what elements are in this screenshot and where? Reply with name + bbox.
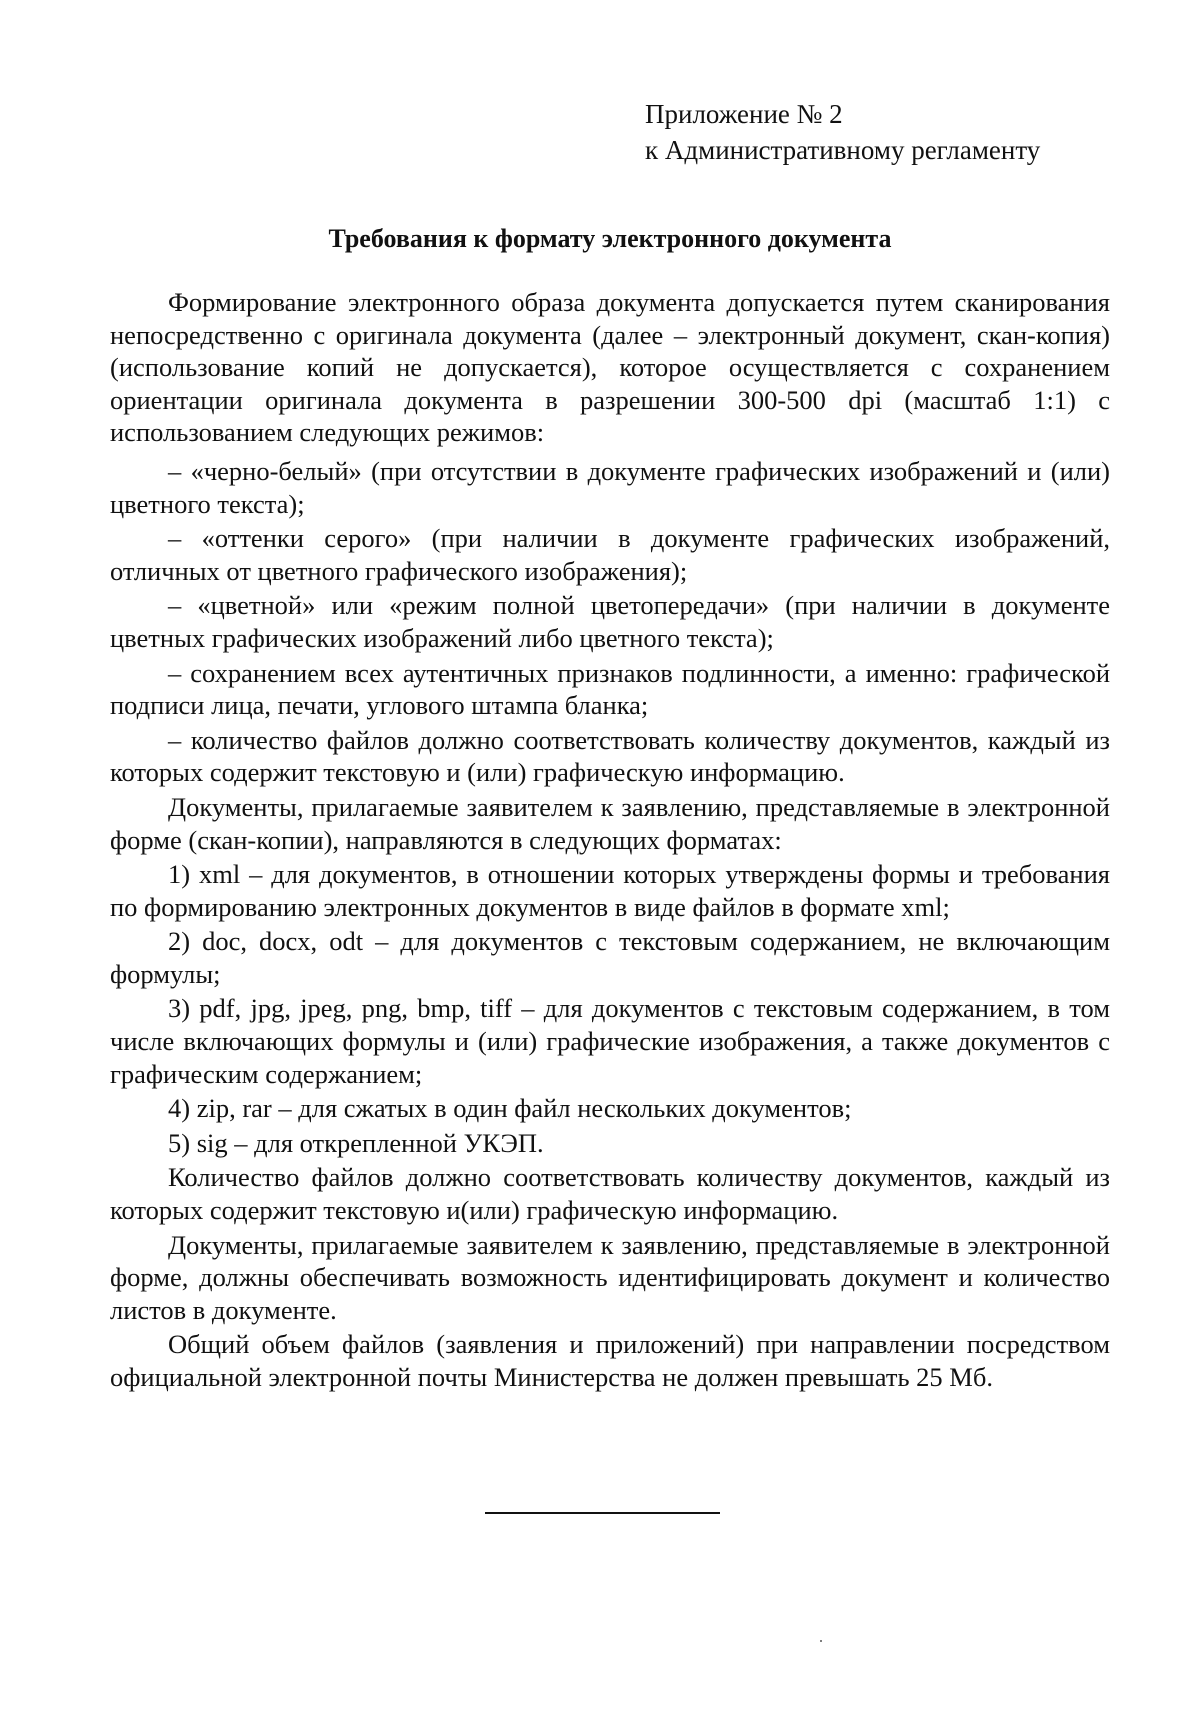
document-body (110, 286, 1110, 1396)
paragraph-file-count-2: Количество файлов должно соответствовать количеству документов, каждый из которых содержит текстовую и(или) графическую информацию. (110, 1162, 1110, 1226)
paragraph-mode-color: – «цветной» или «режим полной цветопередачи» (при наличии в документе цветных графических изображений либо цветного текста); (110, 590, 1110, 653)
appendix-number: Приложение № 2 (645, 99, 843, 129)
appendix-reference: к Административному регламенту (645, 135, 1041, 165)
scan-speck (820, 1640, 822, 1642)
document-title: Требования к формату электронного документа (328, 224, 892, 253)
closing-rule (485, 1512, 720, 1514)
paragraph-format-sig: 5) sig – для открепленной УКЭП. (168, 1127, 544, 1158)
paragraph-size-limit: Общий объем файлов (заявления и приложений) при направлении посредством официальной электронной почты Министерства не должен превышать 25 Мб. (110, 1329, 1110, 1392)
paragraph-format-doc: 2) doc, docx, odt – для документов с текстовым содержанием, не включающим формулы; (110, 926, 1110, 989)
paragraph-formats-intro: Документы, прилагаемые заявителем к заявлению, представляемые в электронной форме (скан-копии), направляются в следующих форматах: (110, 791, 1110, 855)
paragraph-mode-gray: – «оттенки серого» (при наличии в документе графических изображений, отличных от цветного графического изображения); (110, 523, 1110, 586)
paragraph-format-zip: 4) zip, rar – для сжатых в один файл нескольких документов; (168, 1093, 852, 1124)
paragraph-file-count: – количество файлов должно соответствовать количеству документов, каждый из которых содержит текстовую и (или) графическую информацию. (110, 724, 1110, 788)
paragraph-mode-bw: – «черно-белый» (при отсутствии в документе графических изображений и (или) цветного текста); (110, 455, 1110, 519)
paragraph-identification: Документы, прилагаемые заявителем к заявлению, представляемые в электронной форме, должны обеспечивать возможность идентифицировать документ и количество листов в документе. (110, 1229, 1110, 1325)
paragraph-format-xml: 1) xml – для документов, в отношении которых утверждены формы и требования по формированию электронных документов в виде файлов в формате xml; (110, 859, 1110, 922)
paragraph-intro: Формирование электронного образа документа допускается путем сканирования непосредственно с оригинала документа (далее – электронный документ, скан-копия) (использование копий не допускается), которое осуществляется с сохранением ориентации оригинала документа в разрешении 300-500 dpi (масштаб 1:1) с использованием следующих режимов: (110, 287, 1110, 448)
paragraph-format-pdf: 3) pdf, jpg, jpeg, png, bmp, tiff – для документов с текстовым содержанием, в том числе включающих формулы и (или) графические изображения, а также документов с графическим содержанием; (110, 993, 1110, 1089)
paragraph-authenticity: – сохранением всех аутентичных признаков подлинности, а именно: графической подписи лица, печати, углового штампа бланка; (110, 657, 1110, 721)
appendix-header (645, 96, 1040, 168)
